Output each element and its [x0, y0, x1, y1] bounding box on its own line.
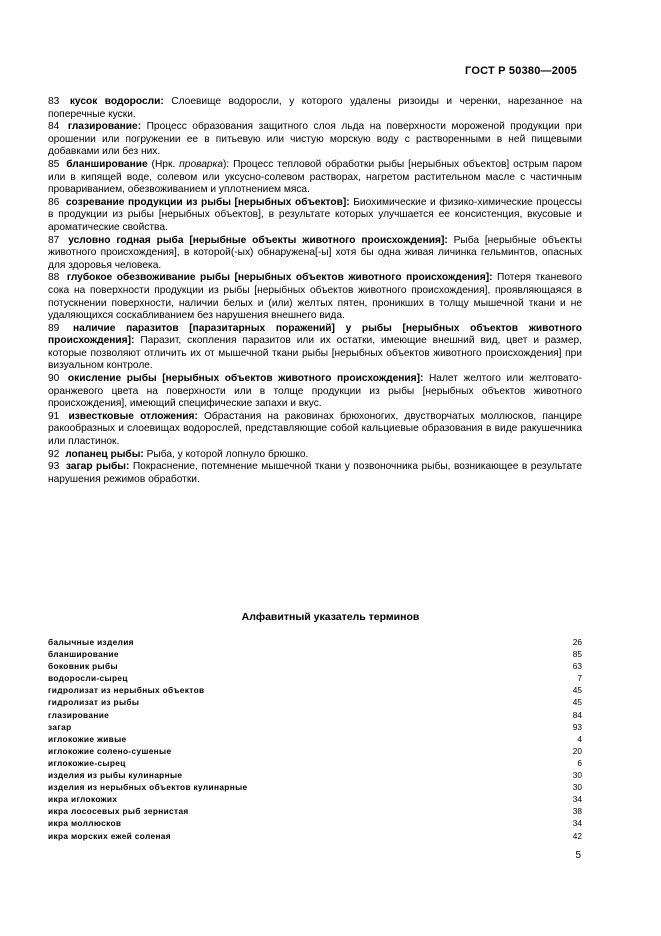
term-entry	[48, 449, 582, 462]
index-number: 38	[572, 806, 582, 817]
index-list	[48, 636, 582, 842]
term-name: кусок водоросли:	[69, 96, 164, 107]
term-definition: Потеря тканевого сока на поверхности продукции из рыбы [нерыбных объектов животного происхождения], проявляющаяся в потускнении поверхности, наличии белых и (или) желтых пятен, проникших в толщу мышечной ткани и не удаляющихся соскабливанием без нарушения внешнего вида.	[48, 272, 582, 322]
term-note-prefix: (Нрк.	[147, 158, 180, 170]
index-row	[48, 660, 582, 672]
index-row	[48, 805, 582, 817]
term-number: 92	[48, 448, 60, 460]
index-term: изделия из рыбы кулинарные	[48, 770, 183, 781]
index-term: гидролизат из нерыбных объектов	[48, 685, 205, 696]
index-number: 20	[572, 745, 582, 756]
term-definition: Покраснение, потемнение мышечной ткани у позвоночника рыбы, возникающее в результате нарушения режимов обработки.	[48, 461, 582, 485]
term-number: 93	[48, 461, 60, 473]
index-row	[48, 757, 582, 769]
term-name: загар рыбы:	[65, 461, 130, 473]
page-number: 5	[575, 850, 581, 861]
index-row	[48, 696, 582, 708]
index-term: гидролизат из рыбы	[48, 697, 140, 708]
term-name: бланширование	[66, 158, 148, 170]
index-term: глазирование	[48, 709, 110, 720]
term-name: созревание продукции из рыбы [нерыбных объектов]:	[65, 196, 350, 208]
term-name: известковые отложения:	[68, 410, 198, 422]
term-definition: Рыба [нерыбные объекты животного происхождения], в которой(-ых) обнаружена[-ы] хотя бы одна живая личинка гельминтов, опасных для здоровья человека.	[48, 234, 582, 271]
term-entry	[48, 373, 582, 411]
index-number: 30	[572, 782, 582, 793]
index-number: 84	[572, 709, 582, 720]
term-definition: Процесс образования защитного слоя льда на поверхности мороженой продукции при орошении или погружении ее в питьевую или чистую морскую воду с растворенными в ней пищевыми добавками или без них.	[48, 121, 582, 158]
term-entry	[48, 197, 582, 235]
term-entry	[48, 323, 582, 373]
term-number: 88	[48, 272, 60, 284]
index-term: иглокожие живые	[48, 733, 127, 744]
index-row	[48, 733, 582, 745]
index-row	[48, 684, 582, 696]
index-number: 7	[577, 673, 582, 684]
index-term: боковник рыбы	[48, 661, 118, 672]
term-name: окисление рыбы [нерыбных объектов животного происхождения]:	[67, 373, 424, 385]
index-row	[48, 648, 582, 660]
index-row	[48, 672, 582, 684]
term-number: 84	[48, 121, 60, 133]
term-entry	[48, 272, 582, 322]
term-definition: Биохимические и физико-химические процессы в продукции из рыбы [нерыбных объектов], в результате которых улучшается ее консистенция, вкусовые и ароматические свойства.	[48, 196, 582, 233]
term-entry	[48, 411, 582, 449]
term-number: 85	[48, 158, 60, 170]
index-number: 26	[572, 637, 582, 647]
index-row	[48, 793, 582, 805]
document-header: ГОСТ Р 50380—2005	[465, 65, 577, 77]
term-name: наличие паразитов [паразитарных поражений] у рыбы [нерыбных объектов животного происхождения]:	[48, 322, 582, 347]
term-number: 89	[48, 322, 60, 334]
index-term: водоросли-сырец	[48, 673, 128, 684]
term-definition: Налет желтого или желтовато-оранжевого цвета на поверхности или в толще продукции из рыбы [нерыбных объектов животного происхождения], имеющий специфические запахи и вкус.	[48, 373, 582, 410]
term-number: 83	[48, 96, 60, 107]
index-term: икра иглокожих	[48, 794, 118, 805]
term-definition: ): Процесс тепловой обработки рыбы [нерыбных объектов] острым паром или в кипящей воде, солевом или уксусно-солевом растворах, нагретом растительном масле с частичным провариванием, обезвоживанием и уплотнением мяса.	[48, 158, 582, 196]
terms-section	[48, 96, 582, 486]
index-term: икра морских ежей соленая	[48, 830, 171, 841]
term-entry	[48, 235, 582, 273]
index-number: 45	[572, 685, 582, 696]
index-title: Алфавитный указатель терминов	[241, 611, 420, 623]
index-term: икра лососевых рыб зернистая	[48, 806, 189, 817]
index-number: 42	[572, 830, 582, 841]
term-number: 87	[48, 234, 60, 246]
index-number: 4	[577, 733, 582, 744]
index-row	[48, 745, 582, 757]
term-name: глубокое обезвоживание рыбы [нерыбных объектов животного происхождения]:	[66, 272, 493, 284]
index-number: 34	[572, 818, 582, 829]
index-number: 6	[577, 757, 582, 768]
term-entry	[48, 121, 582, 159]
term-definition: Слоевище водоросли, у которого удалены ризоиды и черенки, нарезанное на поперечные куски.	[48, 96, 582, 120]
term-definition: Рыба, у которой лопнуло брюшко.	[143, 448, 309, 460]
index-number: 85	[572, 649, 582, 660]
term-number: 91	[48, 410, 60, 422]
index-term: иглокожие солено-сушеные	[48, 745, 172, 756]
index-number: 93	[572, 721, 582, 732]
index-term: балычные изделия	[48, 637, 134, 647]
index-number: 34	[572, 794, 582, 805]
index-number: 63	[572, 661, 582, 672]
term-number: 90	[48, 373, 60, 385]
index-row	[48, 636, 582, 648]
index-term: бланширование	[48, 649, 119, 660]
term-definition: Обрастания на раковинах брюхоногих, двустворчатых моллюсков, панцире ракообразных и слоевищах водорослей, представляющие собой кальциевые образования в виде ракушечника или пластинок.	[48, 410, 582, 448]
term-entry	[48, 96, 582, 121]
index-row	[48, 817, 582, 829]
index-number: 30	[572, 770, 582, 781]
term-note: проварка	[179, 158, 224, 170]
index-term: изделия из нерыбных объектов кулинарные	[48, 782, 248, 793]
term-entry	[48, 159, 582, 197]
term-definition: Паразит, скопления паразитов или их остатки, имеющие внешний вид, цвет и размер, которые позволяют отличить их от мышечной ткани рыбы [нерыбных объектов животного происхождения] при визуальном контроле.	[48, 335, 582, 372]
term-number: 86	[48, 196, 60, 208]
index-row	[48, 781, 582, 793]
index-row	[48, 830, 582, 842]
index-term: загар	[48, 721, 72, 732]
term-name: условно годная рыба [нерыбные объекты животного происхождения]:	[68, 234, 448, 246]
index-number: 45	[572, 697, 582, 708]
term-entry	[48, 461, 582, 486]
index-row	[48, 709, 582, 721]
term-name: лопанец рыбы:	[65, 448, 144, 460]
term-name: глазирование:	[67, 121, 142, 133]
index-row	[48, 769, 582, 781]
index-row	[48, 721, 582, 733]
index-term: иглокожие-сырец	[48, 757, 126, 768]
index-term: икра моллюсков	[48, 818, 122, 829]
